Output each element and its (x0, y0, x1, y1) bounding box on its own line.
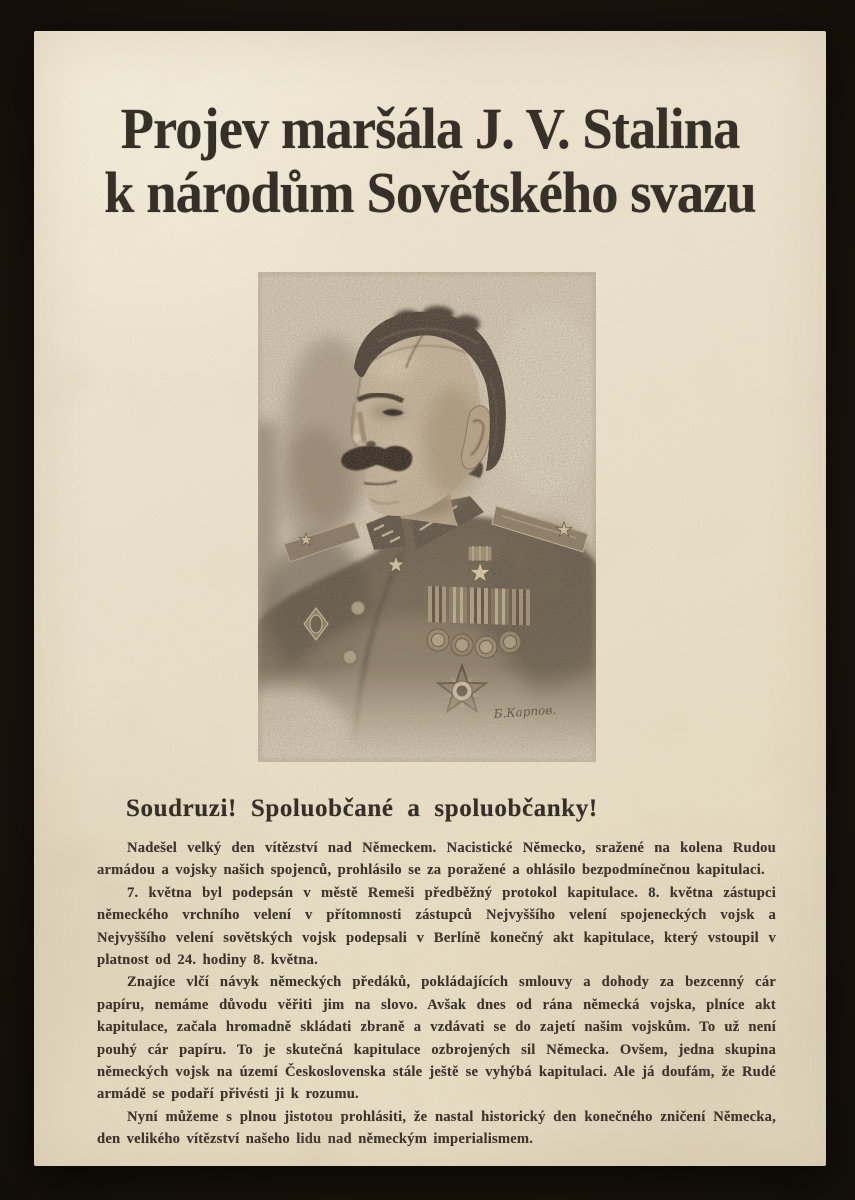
stalin-portrait-svg (258, 272, 596, 762)
salutation-heading: Soudruzi! Spoluobčané a spoluobčanky! (126, 795, 598, 822)
title-line-1: Projev maršála J. V. Stalina (120, 96, 740, 161)
speech-paragraph: Nyní můžeme s plnou jistotou prohlásiti, že nastal historický den konečného zničení Německa, den velikého vítězství našeho lidu nad německým imperialismem. (97, 1108, 776, 1148)
leaflet-title (58, 97, 802, 225)
leaflet-page (34, 31, 826, 1166)
title-line-2: k národům Sovětského svazu (104, 160, 756, 225)
halftone-grain (258, 272, 596, 762)
speech-paragraph: Znajíce vlčí návyk německých předáků, pokládajících smlouvy a dohody za bezcenný cár papíru, nemáme důvodu věřiti jim na slovo. Avšak dnes od rána německá vojska, plníce akt kapitulace, začala hromadně skládati zbraně a vzdávati se do zajetí našim vojskům. To už není pouhý cár papíru. To je skutečná kapitulace ozbrojených sil Německa. Ovšem, jedna skupina německých vojsk na území Československa stále ještě se vyhýbá kapitulaci. Ale já doufám, že Rudé armádě se podaří přivésti ji k rozumu. (97, 974, 776, 1103)
speech-paragraph: 7. května byl podepsán v městě Remeši předběžný protokol kapitulace. 8. května zástupci německého vrchního velení v přítomnosti zástupců Nejvyššího velení spojeneckých vojsk a Nejvyššího velení sovětských vojsk podepsali v Berlíně konečný akt kapitulace, který vstoupil v platnost od 24. hodiny 8. května. (97, 884, 776, 969)
speech-paragraph: Nadešel velký den vítězství nad Německem. Nacistické Německo, sražené na kolena Rudou armádou a vojsky našich spojenců, prohlásilo se za poražené a ohlásilo bezpodmínečnou kapitulaci. (97, 840, 776, 879)
stalin-portrait-image (258, 272, 596, 762)
speech-body (97, 837, 776, 1151)
